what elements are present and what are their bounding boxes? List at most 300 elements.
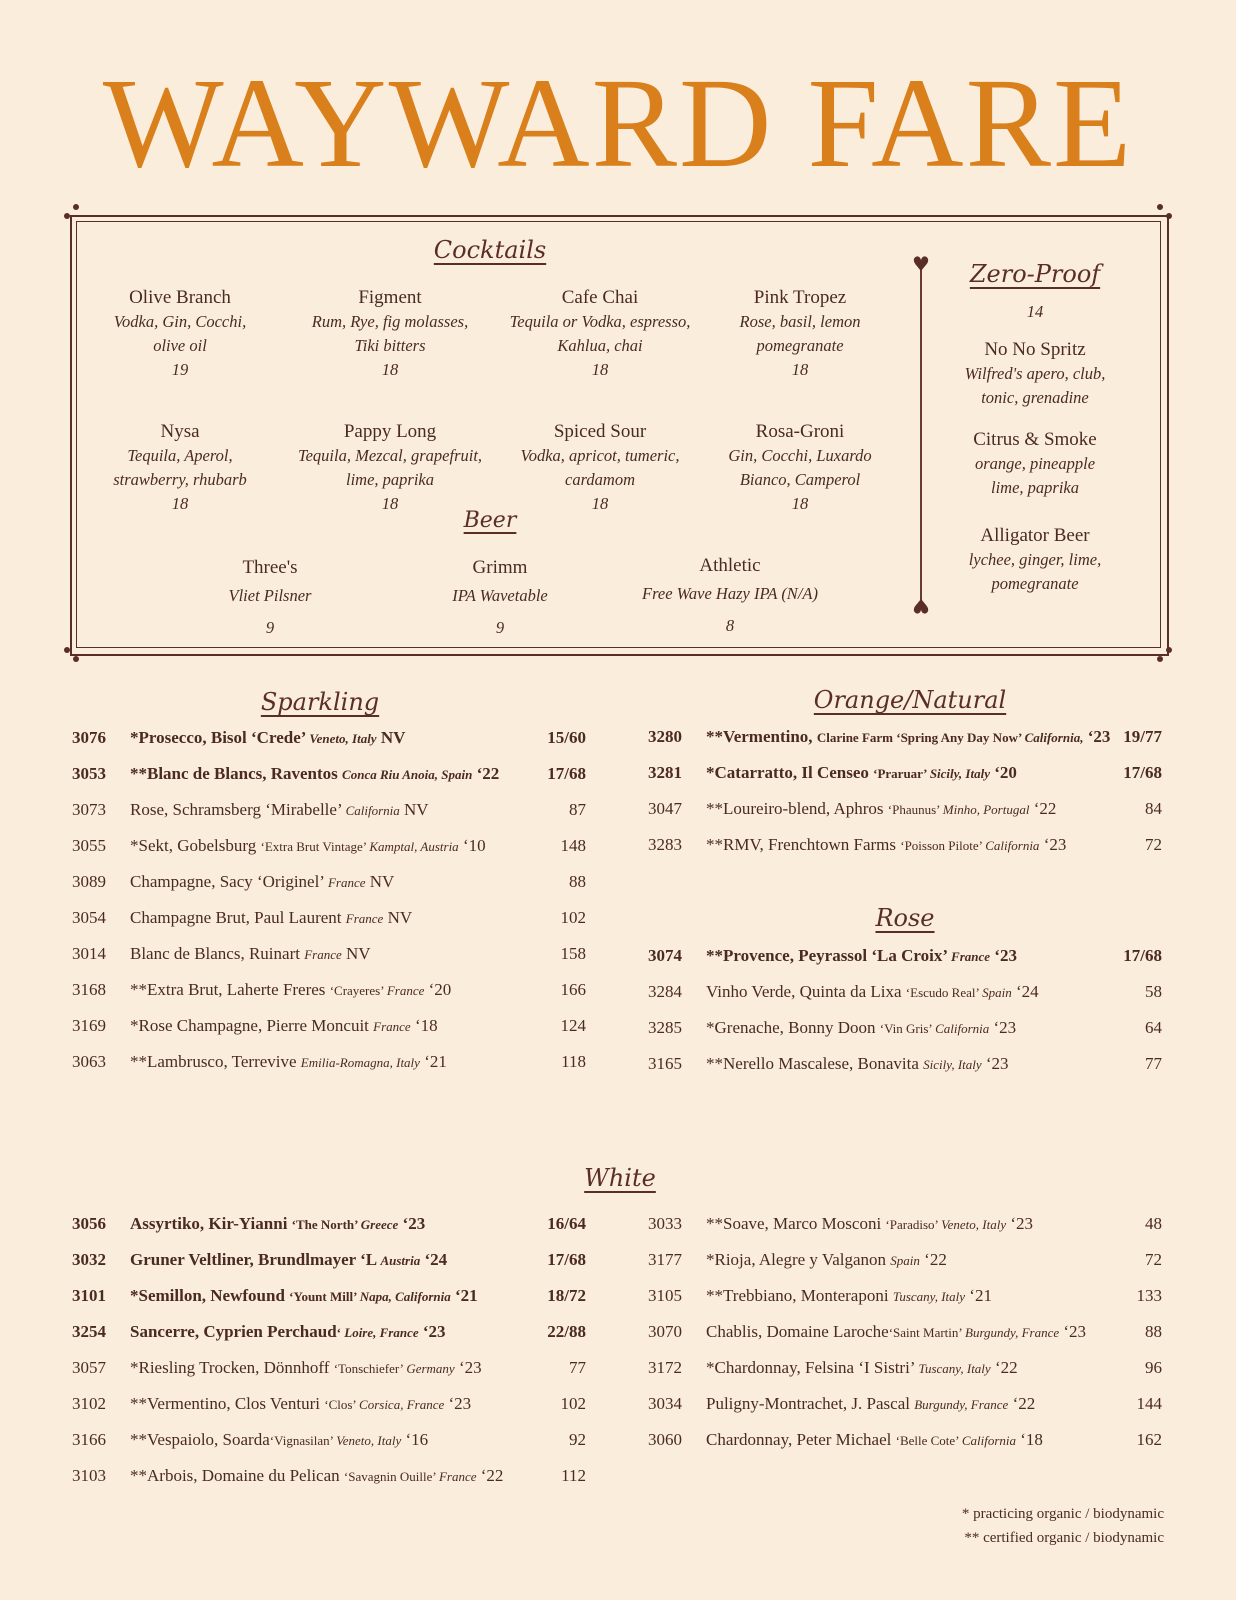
cocktail-ingredients: Gin, Cocchi, Luxardo: [728, 446, 872, 465]
wine-price: 72: [1145, 835, 1162, 854]
cocktails-heading: Cocktails: [433, 236, 547, 264]
cocktail-ingredients: Vodka, Gin, Cocchi,: [113, 312, 247, 331]
cocktail-item: [265, 420, 515, 516]
wine-description: [130, 1461, 503, 1492]
wine-price: 17/68: [547, 1250, 586, 1269]
wine-cuvee: ‘Saint Martin’: [888, 1325, 966, 1340]
wine-price: 16/64: [547, 1214, 586, 1233]
wine-vintage: NV: [383, 908, 413, 927]
wine-description: [130, 1425, 428, 1456]
rose-heading: Rose: [875, 904, 935, 932]
wine-price: 96: [1145, 1358, 1162, 1377]
zero-proof-name: No No Spritz: [984, 339, 1086, 360]
wine-cuvee: ‘Tonschiefer’: [333, 1361, 407, 1376]
wine-description: [706, 977, 1039, 1008]
wine-price: 144: [1136, 1394, 1162, 1413]
cocktail-ingredients: strawberry, rhubarb: [113, 470, 247, 489]
wine-name: **Nerello Mascalese, Bonavita: [706, 1054, 924, 1073]
wine-description: [130, 975, 451, 1006]
wine-region: California: [345, 803, 400, 818]
cocktail-price: 18: [591, 360, 609, 379]
wine-cuvee: ‘Savagnin Ouille’: [343, 1469, 439, 1484]
wine-name: Chardonnay, Peter Michael: [706, 1430, 896, 1449]
wine-row: [648, 1049, 1162, 1079]
cocktail-name: Pappy Long: [343, 421, 437, 442]
wine-region: Napa, California: [359, 1289, 451, 1304]
wine-price: 84: [1145, 799, 1162, 818]
cocktail-ingredients: Tequila, Aperol,: [127, 446, 233, 465]
wine-row: [72, 975, 586, 1005]
wine-price: 17/68: [1123, 946, 1162, 965]
wine-name: Champagne, Sacy ‘Originel’: [130, 872, 328, 891]
wine-description: [706, 758, 1017, 789]
wine-description: [130, 1209, 425, 1240]
wine-vintage: ‘23: [444, 1394, 472, 1413]
beer-item: [400, 556, 600, 640]
wine-price: 17/68: [547, 764, 586, 783]
wine-vintage: ‘21: [965, 1286, 992, 1305]
wine-bin-number: 3285: [648, 1018, 682, 1037]
wine-cuvee: Clarine Farm ‘Spring Any Day Now’: [816, 730, 1025, 745]
cocktail-ingredients: Tiki bitters: [354, 336, 426, 355]
wine-name: Sancerre, Cyprien Perchaud: [130, 1322, 337, 1341]
wine-cuvee: ‘Vin Gris’: [879, 1021, 936, 1036]
wine-name: **Trebbiano, Monteraponi: [706, 1286, 893, 1305]
wine-vintage: ‘10: [458, 836, 486, 855]
wine-region: Sicily, Italy: [923, 1057, 982, 1072]
wine-price: 166: [560, 980, 586, 999]
wine-description: [130, 795, 429, 826]
cocktail-ingredients: Rose, basil, lemon: [739, 312, 861, 331]
wine-name: *Riesling Trocken, Dönnhoff: [130, 1358, 334, 1377]
wine-row: [648, 830, 1162, 860]
wine-price: 15/60: [547, 728, 586, 747]
cocktail-ingredients: cardamom: [565, 470, 635, 489]
wine-row: [648, 1317, 1162, 1347]
wine-bin-number: 3283: [648, 835, 682, 854]
wine-vintage: NV: [365, 872, 395, 891]
wine-row: [72, 1317, 586, 1347]
wine-description: [130, 1245, 447, 1276]
wine-bin-number: 3060: [648, 1430, 682, 1449]
wine-row: [648, 1209, 1162, 1239]
beer-name: Athletic: [699, 555, 761, 576]
frame-ornament: [1166, 213, 1172, 219]
wine-row: [648, 794, 1162, 824]
wine-bin-number: 3063: [72, 1052, 106, 1071]
wine-bin-number: 3089: [72, 872, 106, 891]
wine-bin-number: 3032: [72, 1250, 106, 1269]
wine-cuvee: ‘Crayeres’: [329, 983, 387, 998]
wine-vintage: ‘22: [1029, 799, 1057, 818]
wine-row: [72, 1389, 586, 1419]
cocktail-ingredients: lime, paprika: [346, 470, 434, 489]
cocktail-ingredients: Rum, Rye, fig molasses,: [311, 312, 469, 331]
cocktail-price: 18: [791, 360, 809, 379]
wine-price: 88: [1145, 1322, 1162, 1341]
wine-region: California: [985, 838, 1040, 853]
restaurant-title: WAYWARD FARE: [102, 52, 1134, 194]
wine-region: Minho, Portugal: [942, 802, 1030, 817]
wine-region: Kamptal, Austria: [369, 839, 459, 854]
wine-bin-number: 3101: [72, 1286, 106, 1305]
wine-bin-number: 3055: [72, 836, 106, 855]
wine-price: 92: [569, 1430, 586, 1449]
wine-region: France: [373, 1019, 411, 1034]
cocktail-price: 19: [171, 360, 189, 379]
wine-vintage: NV: [376, 728, 406, 747]
cocktail-name: Pink Tropez: [753, 287, 847, 308]
zero-proof-ingredients: tonic, grenadine: [981, 388, 1089, 407]
wine-name: **Loureiro-blend, Aphros: [706, 799, 888, 818]
wine-region: Tuscany, Italy: [892, 1289, 966, 1304]
wine-bin-number: 3172: [648, 1358, 682, 1377]
wine-price: 58: [1145, 982, 1162, 1001]
wine-price: 17/68: [1123, 763, 1162, 782]
wine-region: Veneto, Italy: [309, 731, 377, 746]
wine-description: [706, 1245, 947, 1276]
footnote-practicing: * practicing organic / biodynamic: [961, 1506, 1164, 1522]
wine-region: Burgundy, France: [965, 1325, 1060, 1340]
zero-proof-heading: Zero-Proof: [969, 260, 1101, 288]
wine-bin-number: 3280: [648, 727, 682, 746]
wine-description: [130, 1353, 482, 1384]
sparkling-heading: Sparkling: [260, 688, 380, 716]
wine-region: Germany: [406, 1361, 455, 1376]
wine-bin-number: 3014: [72, 944, 106, 963]
wine-price: 102: [560, 1394, 586, 1413]
divider-line: [920, 264, 922, 604]
cocktail-price: 18: [381, 494, 399, 513]
cocktail-item: [490, 286, 710, 382]
beer-item: [170, 556, 370, 640]
zero-proof-name: Citrus & Smoke: [973, 429, 1097, 450]
wine-name: *Semillon, Newfound: [130, 1286, 290, 1305]
cocktail-ingredients: pomegranate: [756, 336, 844, 355]
wine-row: [72, 759, 586, 789]
beer-name: Grimm: [472, 557, 528, 578]
wine-region: Veneto, Italy: [336, 1433, 402, 1448]
wine-description: [130, 831, 486, 862]
wine-vintage: ‘23: [990, 946, 1017, 965]
wine-vintage: ‘23: [398, 1214, 426, 1233]
cocktail-ingredients: Vodka, apricot, tumeric,: [520, 446, 680, 465]
wine-description: [130, 1281, 478, 1312]
beer-item: [610, 554, 850, 638]
cocktail-ingredients: Kahlua, chai: [557, 336, 643, 355]
wine-name: *Chardonnay, Felsina ‘I Sistri’: [706, 1358, 919, 1377]
wine-description: [706, 1013, 1016, 1044]
wine-price: 112: [561, 1466, 586, 1485]
wine-vintage: ‘23: [1083, 727, 1111, 746]
wine-region: Veneto, Italy: [941, 1217, 1007, 1232]
wine-row: [72, 939, 586, 969]
wine-region: Austria: [380, 1253, 421, 1268]
wine-description: [706, 1209, 1033, 1240]
wine-cuvee: ‘Yount Mill’: [289, 1289, 360, 1304]
cocktail-ingredients: olive oil: [153, 336, 207, 355]
wine-vintage: ‘18: [410, 1016, 438, 1035]
wine-bin-number: 3105: [648, 1286, 682, 1305]
wine-bin-number: 3073: [72, 800, 106, 819]
wine-bin-number: 3034: [648, 1394, 682, 1413]
wine-cuvee: ‘The North’: [291, 1217, 361, 1232]
wine-description: [706, 1389, 1035, 1420]
wine-bin-number: 3177: [648, 1250, 682, 1269]
beer-price: 9: [265, 618, 275, 637]
zero-proof-ingredients: Wilfred's apero, club,: [964, 364, 1106, 383]
cocktail-item: [490, 420, 710, 516]
wine-price: 162: [1136, 1430, 1162, 1449]
cocktail-name: Olive Branch: [129, 287, 231, 308]
wine-vintage: ‘16: [401, 1430, 429, 1449]
frame-ornament: [73, 656, 79, 662]
wine-row: [72, 1281, 586, 1311]
wine-bin-number: 3281: [648, 763, 682, 782]
wine-row: [648, 941, 1162, 971]
wine-region: Spain: [890, 1253, 920, 1268]
cocktail-item: [80, 420, 280, 516]
wine-description: [706, 1425, 1043, 1456]
wine-description: [706, 722, 1110, 753]
wine-region: California: [935, 1021, 990, 1036]
wine-row: [648, 722, 1162, 752]
wine-region: California,: [1024, 730, 1084, 745]
beer-heading: Beer: [463, 508, 517, 533]
wine-description: [706, 1317, 1086, 1348]
wine-region: France: [386, 983, 425, 998]
wine-bin-number: 3076: [72, 728, 106, 747]
beer-style: Vliet Pilsner: [228, 586, 312, 605]
wine-vintage: ‘18: [1016, 1430, 1043, 1449]
wine-description: [706, 1353, 1018, 1384]
cocktail-price: 18: [381, 360, 399, 379]
wine-row: [72, 1353, 586, 1383]
wine-row: [648, 1353, 1162, 1383]
wine-bin-number: 3033: [648, 1214, 682, 1233]
wine-description: [130, 1011, 438, 1042]
wine-description: [706, 1281, 992, 1312]
beer-price: 8: [725, 616, 735, 635]
wine-bin-number: 3074: [648, 946, 682, 965]
wine-region: France: [438, 1469, 477, 1484]
wine-vintage: ‘21: [419, 1052, 447, 1071]
wine-bin-number: 3056: [72, 1214, 106, 1233]
wine-vintage: ‘23: [454, 1358, 482, 1377]
wine-cuvee: ‘Extra Brut Vintage’: [260, 839, 370, 854]
wine-vintage: ‘23: [1006, 1214, 1034, 1233]
wine-price: 102: [560, 908, 586, 927]
wine-row: [72, 1425, 586, 1455]
wine-name: Assyrtiko, Kir-Yianni: [130, 1214, 292, 1233]
cocktail-ingredients: Tequila, Mezcal, grapefruit,: [297, 446, 483, 465]
wine-cuvee: ‘Phaunus’: [887, 802, 943, 817]
wine-row: [72, 1245, 586, 1275]
wine-vintage: ‘23: [1039, 835, 1067, 854]
wine-vintage: ‘22: [1008, 1394, 1036, 1413]
wine-row: [72, 831, 586, 861]
wine-price: 118: [561, 1052, 586, 1071]
wine-description: [706, 794, 1056, 825]
wine-name: Gruner Veltliner, Brundlmayer ‘L: [130, 1250, 381, 1269]
wine-description: [706, 941, 1017, 972]
wine-row: [72, 1461, 586, 1491]
frame-ornament: [1157, 656, 1163, 662]
frame-ornament: [1157, 204, 1163, 210]
wine-bin-number: 3070: [648, 1322, 682, 1341]
wine-bin-number: 3254: [72, 1322, 106, 1341]
divider-ornament-top: ♥: [912, 252, 930, 276]
footnote-certified: ** certified organic / biodynamic: [964, 1530, 1164, 1546]
cocktail-price: 18: [171, 494, 189, 513]
wine-price: 87: [569, 800, 586, 819]
wine-bin-number: 3169: [72, 1016, 106, 1035]
cocktail-name: Rosa-Groni: [755, 421, 845, 442]
beer-name: Three's: [242, 557, 298, 578]
wine-row: [648, 1245, 1162, 1275]
wine-name: *Prosecco, Bisol ‘Crede’: [130, 728, 310, 747]
wine-bin-number: 3047: [648, 799, 682, 818]
wine-vintage: ‘22: [476, 1466, 504, 1485]
cocktail-ingredients: Bianco, Camperol: [739, 470, 861, 489]
zero-proof-item: [930, 338, 1140, 410]
wine-name: Puligny-Montrachet, J. Pascal: [706, 1394, 915, 1413]
wine-bin-number: 3166: [72, 1430, 106, 1449]
wine-name: *Sekt, Gobelsburg: [130, 836, 261, 855]
wine-bin-number: 3053: [72, 764, 106, 783]
wine-vintage: ‘23: [981, 1054, 1009, 1073]
wine-row: [648, 758, 1162, 788]
wine-name: *Catarratto, Il Censeo: [706, 763, 874, 782]
wine-row: [72, 867, 586, 897]
wine-name: Champagne Brut, Paul Laurent: [130, 908, 346, 927]
wine-name: **Provence, Peyrassol ‘La Croix’: [706, 946, 952, 965]
wine-vintage: ‘22: [472, 764, 500, 783]
wine-bin-number: 3168: [72, 980, 106, 999]
wine-cuvee: ‘Vignasilan’: [269, 1433, 337, 1448]
cocktail-price: 18: [791, 494, 809, 513]
wine-name: *Rose Champagne, Pierre Moncuit: [130, 1016, 374, 1035]
cocktail-item: [265, 286, 515, 382]
orange-natural-heading: Orange/Natural: [813, 686, 1007, 714]
zero-proof-item: [930, 524, 1140, 596]
wine-description: [130, 1317, 446, 1348]
wine-cuvee: ‘Clos’: [324, 1397, 360, 1412]
wine-price: 19/77: [1123, 727, 1162, 746]
wine-name: **RMV, Frenchtown Farms: [706, 835, 901, 854]
wine-price: 158: [560, 944, 586, 963]
wine-row: [648, 1013, 1162, 1043]
wine-description: [130, 903, 412, 934]
wine-row: [648, 1389, 1162, 1419]
wine-vintage: NV: [399, 800, 429, 819]
wine-cuvee: ‘: [336, 1325, 345, 1340]
wine-description: [130, 939, 371, 970]
wine-description: [130, 1047, 447, 1078]
zero-proof-ingredients: orange, pineapple: [974, 454, 1096, 473]
wine-vintage: ‘20: [990, 763, 1017, 782]
cocktail-name: Nysa: [160, 421, 200, 442]
frame-ornament: [1166, 647, 1172, 653]
divider-ornament-bottom: ♥: [912, 594, 930, 618]
cocktail-ingredients: Tequila or Vodka, espresso,: [509, 312, 691, 331]
zero-proof-name: Alligator Beer: [980, 525, 1090, 546]
frame-ornament: [73, 204, 79, 210]
wine-price: 77: [569, 1358, 586, 1377]
wine-region: Spain: [982, 985, 1012, 1000]
wine-region: California: [961, 1433, 1016, 1448]
wine-vintage: ‘20: [424, 980, 452, 999]
cocktail-item: [700, 286, 900, 382]
wine-bin-number: 3165: [648, 1054, 682, 1073]
zero-proof-ingredients: lychee, ginger, lime,: [968, 550, 1102, 569]
wine-region: France: [345, 911, 384, 926]
wine-region: France: [304, 947, 342, 962]
wine-name: Blanc de Blancs, Ruinart: [130, 944, 305, 963]
wine-cuvee: ‘Belle Cote’: [895, 1433, 962, 1448]
wine-description: [706, 1049, 1009, 1080]
wine-name: *Rioja, Alegre y Valganon: [706, 1250, 891, 1269]
wine-row: [72, 1209, 586, 1239]
cocktail-name: Figment: [358, 287, 422, 308]
wine-price: 18/72: [547, 1286, 586, 1305]
wine-price: 133: [1136, 1286, 1162, 1305]
wine-name: **Vermentino,: [706, 727, 817, 746]
wine-row: [648, 1425, 1162, 1455]
white-heading: White: [584, 1164, 656, 1192]
wine-description: [706, 830, 1066, 861]
wine-name: **Vermentino, Clos Venturi: [130, 1394, 325, 1413]
wine-region: Corsica, France: [359, 1397, 445, 1412]
wine-name: Vinho Verde, Quinta da Lixa: [706, 982, 906, 1001]
wine-region: France: [951, 949, 991, 964]
frame-ornament: [64, 647, 70, 653]
wine-region: Burgundy, France: [914, 1397, 1009, 1412]
wine-price: 77: [1145, 1054, 1162, 1073]
wine-price: 22/88: [547, 1322, 586, 1341]
wine-row: [72, 795, 586, 825]
wine-row: [648, 977, 1162, 1007]
cocktail-name: Spiced Sour: [553, 421, 647, 442]
wine-vintage: ‘23: [1059, 1322, 1087, 1341]
beer-style: Free Wave Hazy IPA (N/A): [642, 584, 818, 603]
wine-price: 48: [1145, 1214, 1162, 1233]
wine-price: 148: [560, 836, 586, 855]
wine-vintage: ‘23: [989, 1018, 1017, 1037]
cocktail-item: [80, 286, 280, 382]
wine-name: **Arbois, Domaine du Pelican: [130, 1466, 344, 1485]
wine-region: Conca Riu Anoia, Spain: [342, 767, 473, 782]
wine-row: [72, 1047, 586, 1077]
wine-vintage: ‘22: [990, 1358, 1018, 1377]
zero-proof-price: 14: [1026, 302, 1044, 321]
wine-bin-number: 3103: [72, 1466, 106, 1485]
wine-price: 124: [560, 1016, 586, 1035]
wine-region: Greece: [360, 1217, 399, 1232]
cocktail-item: [700, 420, 900, 516]
wine-row: [72, 903, 586, 933]
wine-name: Rose, Schramsberg ‘Mirabelle’: [130, 800, 346, 819]
wine-region: Loire, France: [344, 1325, 419, 1340]
wine-bin-number: 3057: [72, 1358, 106, 1377]
wine-bin-number: 3054: [72, 908, 106, 927]
wine-vintage: ‘24: [1011, 982, 1039, 1001]
frame-ornament: [64, 213, 70, 219]
wine-region: Sicily, Italy: [929, 766, 990, 781]
wine-cuvee: ‘Praruar’: [873, 766, 930, 781]
beer-style: IPA Wavetable: [452, 586, 548, 605]
wine-bin-number: 3102: [72, 1394, 106, 1413]
